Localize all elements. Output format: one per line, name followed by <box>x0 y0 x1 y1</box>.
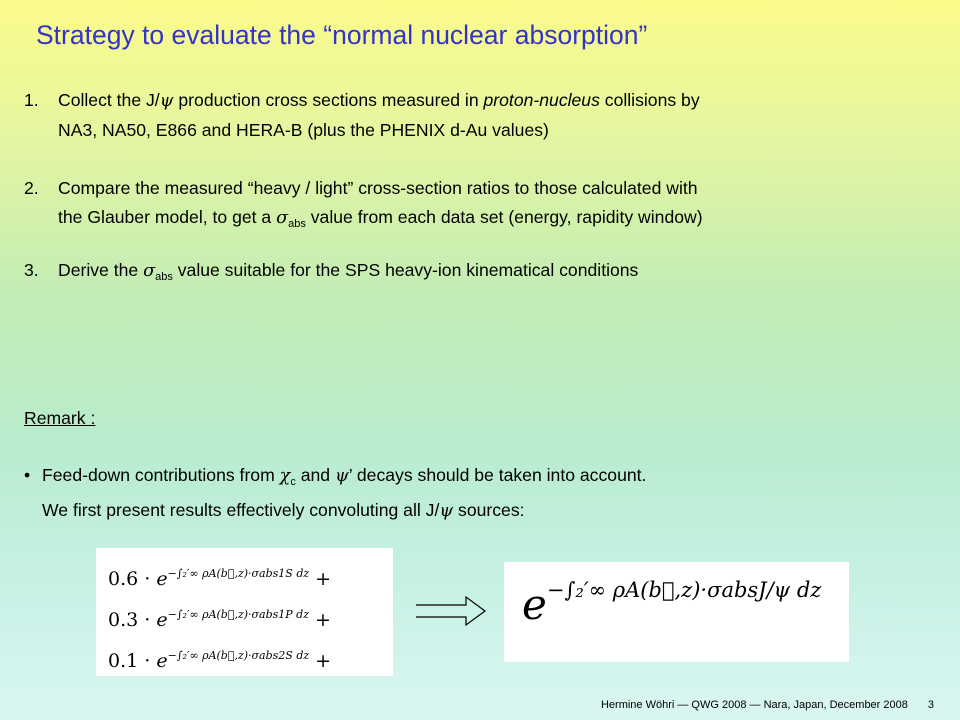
item-text: Collect the J/ <box>58 90 160 110</box>
item-text: Derive the <box>58 260 144 280</box>
footer <box>601 699 934 711</box>
item-text-line2: NA3, NA50, E866 and HERA-B (plus the PHENIX d-Au values) <box>58 120 549 140</box>
item-text: value from each data set (energy, rapidity window) <box>305 207 703 227</box>
bullet-dot: • <box>24 465 31 485</box>
exponential-e: e <box>522 580 547 629</box>
remark-text: Feed-down contributions from <box>42 465 280 485</box>
item-number: 3. <box>24 260 39 280</box>
sigma-subscript: abs <box>155 271 173 283</box>
feed-down-equation <box>96 548 393 676</box>
sigma-symbol: σ <box>276 208 289 228</box>
list-item-1 <box>24 86 700 145</box>
item-number: 2. <box>24 178 39 198</box>
item-number: 1. <box>24 90 39 110</box>
psi-symbol: ψ <box>439 501 454 521</box>
remark-bullet <box>24 461 646 525</box>
double-arrow-icon <box>414 594 488 628</box>
item-text: value suitable for the SPS heavy-ion kinematical conditions <box>172 260 639 280</box>
remark-text: We first present results effectively convoluting all J/ <box>42 500 440 520</box>
remark-heading: Remark : <box>24 408 96 428</box>
chi-symbol: χ <box>279 466 291 486</box>
remark-text: and <box>295 465 335 485</box>
equation-row-1p: $0.3 \cdot e^{-\int_2'\infty \rho A(b⃗,z)\cdot\sigma abs1P dz}$ + <box>108 608 331 631</box>
list-item-2 <box>24 174 703 239</box>
page-number: 3 <box>927 699 934 711</box>
item-emphasis: proton-nucleus <box>483 90 600 110</box>
item-text: production cross sections measured in <box>173 90 484 110</box>
sigma-subscript: abs <box>288 218 306 230</box>
equation-row-2s: $0.1 \cdot e^{-\int_2'\infty \rho A(b⃗,z)\cdot\sigma abs2S dz}$ + <box>108 649 332 672</box>
item-text: the Glauber model, to get a <box>58 207 277 227</box>
footer-text: Hermine Wöhri — QWG 2008 — Nara, Japan, December 2008 <box>600 699 908 711</box>
item-text: Compare the measured “heavy / light” cross-section ratios to those calculated with <box>58 178 698 198</box>
list-item-3 <box>24 256 638 292</box>
psi-symbol: ψ <box>159 91 174 111</box>
slide-title: Strategy to evaluate the “normal nuclear absorption” <box>36 20 648 50</box>
psi-symbol: ψ <box>334 466 349 486</box>
exponent: −∫₂′∞ ρA(b⃗,z)·σabsJ/ψ dz <box>546 578 822 602</box>
remark-text: sources: <box>453 500 525 520</box>
remark-text: ’ decays should be taken into account. <box>348 465 647 485</box>
sigma-symbol: σ <box>143 261 156 281</box>
equation-row-1s: $0.6 \cdot e^{-\int_2'\infty \rho A(b⃗,z)\cdot\sigma abs1S dz}$ + <box>108 567 332 590</box>
effective-equation <box>504 562 849 662</box>
item-text: collisions by <box>599 90 700 110</box>
chi-subscript: c <box>290 476 296 488</box>
